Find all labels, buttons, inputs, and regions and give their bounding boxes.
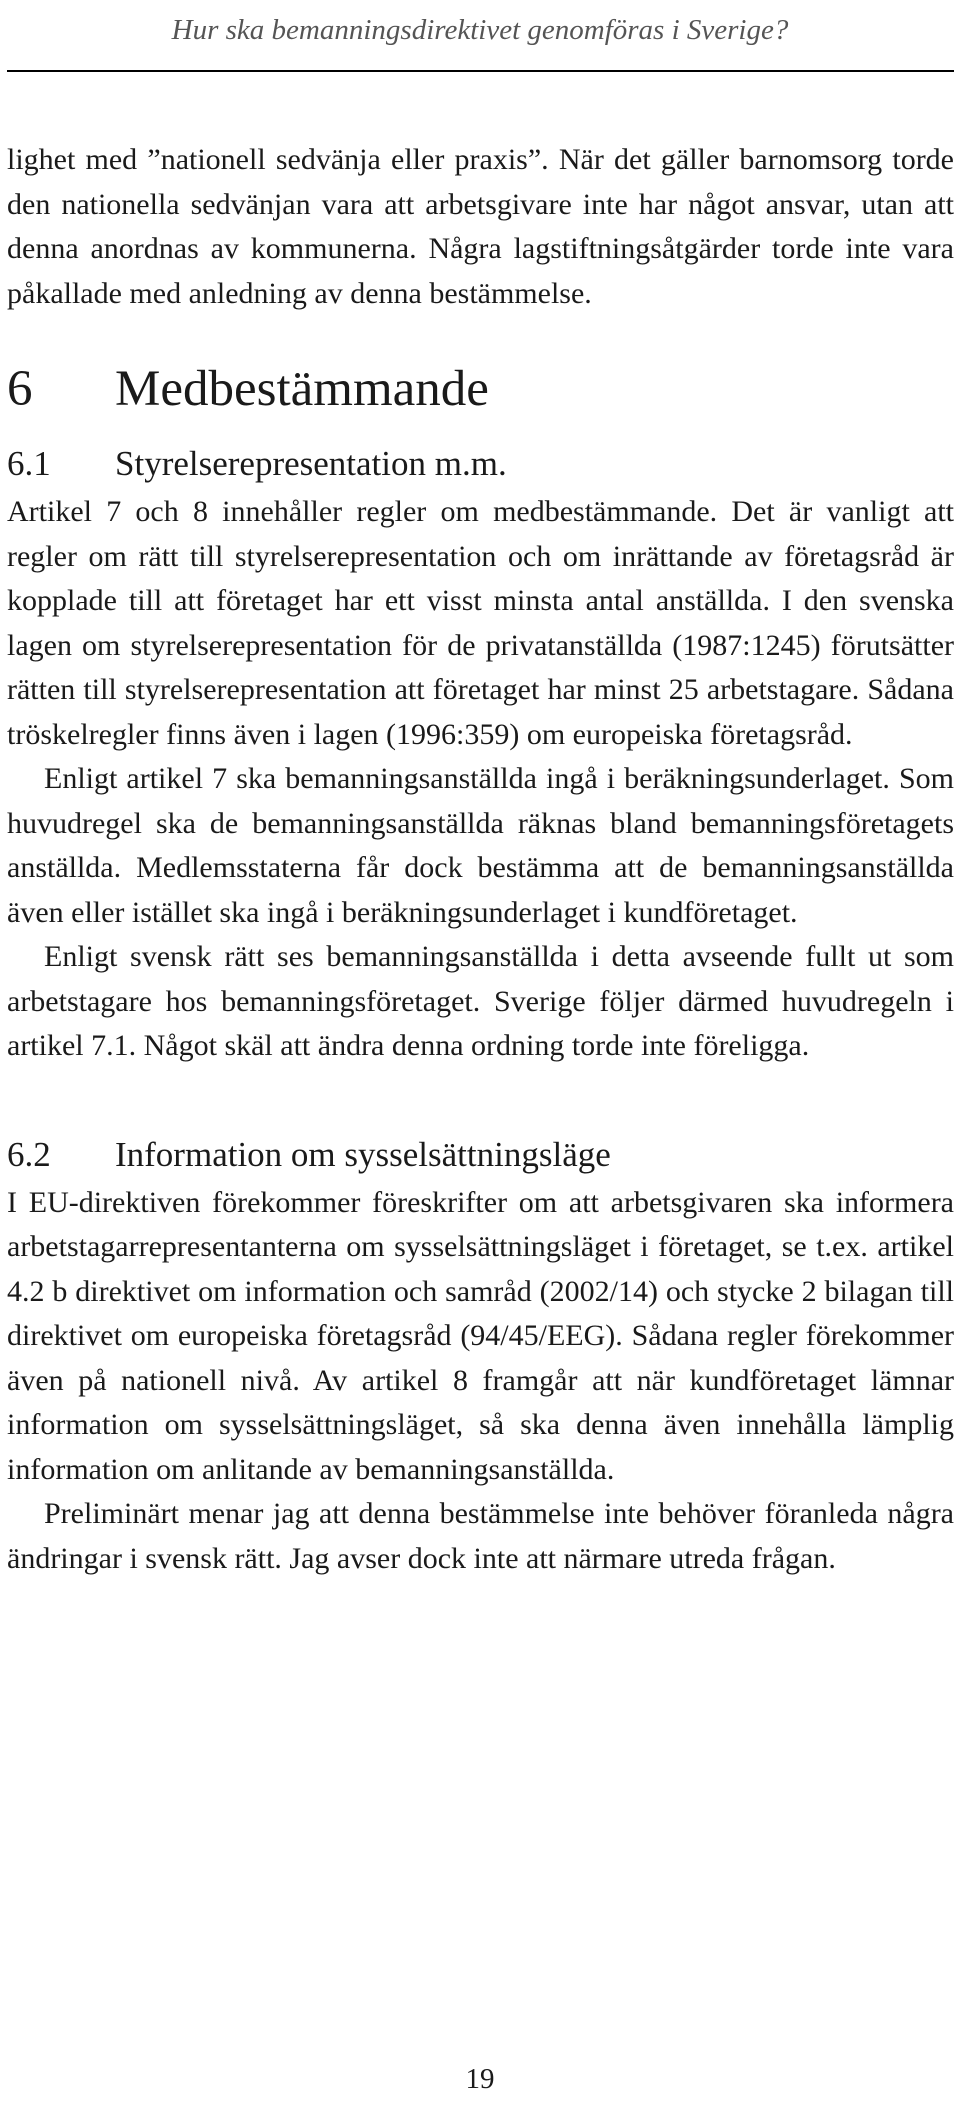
paragraph: Enligt artikel 7 ska bemanningsanställda ingå i beräkningsunderlaget. Som huvudregel ska de bemanningsanställda räknas bland bemanningsföretagets anställda. Medlemsstaterna får dock bestämma att de bemanningsanställda även eller istället ska ingå i beräkningsunderlaget i kundföretaget. [7, 762, 954, 929]
paragraph: Preliminärt menar jag att denna bestämmelse inte behöver föranleda några ändringar i svensk rätt. Jag avser dock inte att närmare utreda frågan. [7, 1497, 954, 1575]
paragraph: Artikel 7 och 8 innehåller regler om medbestämmande. Det är vanligt att regler om rätt till styrelserepresentation och om inrättande av företagsråd är kopplade till att företaget har ett visst minsta antal anställda. I den svenska lagen om styrelserepresentation för de privatanställda (1987:1245) förutsätter rätten till styrelserepresentation att företaget har minst 25 arbetstagare. Sådana tröskelregler finns även i lagen (1996:359) om europeiska företagsråd. [7, 495, 954, 751]
paragraph: Enligt svensk rätt ses bemanningsanställda i detta avseende fullt ut som arbetstagare hos bemanningsföretaget. Sverige följer därmed huvudregeln i artikel 7.1. Något skäl att ändra denna ordning torde inte föreligga. [7, 940, 954, 1062]
paragraph: I EU-direktiven förekommer föreskrifter om att arbetsgivaren ska informera arbetstagarrepresentanterna om sysselsättningsläget i företaget, se t.ex. artikel 4.2 b direktivet om information och samråd (2002/14) och stycke 2 bilagan till direktivet om europeiska företagsråd (94/45/EEG). Sådana regler förekommer även på nationell nivå. Av artikel 8 framgår att när kundföretaget lämnar information om sysselsättningsläget, så ska denna även innehålla lämplig information om anlitande av bemanningsanställda. [7, 1185, 954, 1486]
section-number: 6.2 [7, 1134, 51, 1174]
running-header: Hur ska bemanningsdirektivet genomföras i Sverige? [171, 14, 789, 46]
chapter-heading [7, 354, 954, 424]
section-heading-6-2 [7, 1129, 954, 1181]
section-title: Information om sysselsättningsläge [115, 1134, 611, 1174]
page-number: 19 [465, 2063, 495, 2095]
section-number: 6.1 [7, 444, 51, 483]
chapter-number: 6 [7, 361, 33, 417]
chapter-title: Medbestämmande [115, 361, 489, 417]
section-title: Styrelserepresentation m.m. [115, 444, 507, 483]
header-divider [7, 70, 954, 72]
section-heading-6-1 [7, 438, 954, 490]
continuation-paragraph: lighet med ”nationell sedvänja eller praxis”. När det gäller barnomsorg torde den nationella sedvänjan vara att arbetsgivare inte har något ansvar, utan att denna anordnas av kommunerna. Några lagstiftningsåtgärder torde inte vara påkallade med anledning av denna bestämmelse. [7, 143, 954, 310]
page-content [7, 138, 954, 1581]
